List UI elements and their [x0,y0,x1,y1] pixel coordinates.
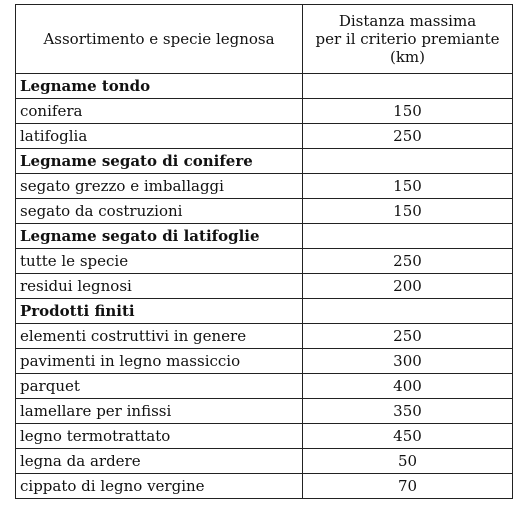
table-row [16,324,513,349]
section-title: Legname tondo [16,74,303,99]
column-header-line: (km) [389,48,426,66]
table-row [16,199,513,224]
distance-cell: 200 [303,274,513,299]
assortment-cell: legno termotrattato [16,424,303,449]
distance-cell [303,299,513,324]
assortment-cell: cippato di legno vergine [16,474,303,499]
column-header-assortment: Assortimento e specie legnosa [16,5,303,74]
distance-cell [303,149,513,174]
distance-cell: 250 [303,249,513,274]
distance-cell [303,224,513,249]
distance-cell: 150 [303,199,513,224]
distance-cell: 150 [303,99,513,124]
section-title: Prodotti finiti [16,299,303,324]
assortment-cell: legna da ardere [16,449,303,474]
table-row [16,424,513,449]
assortment-cell: segato grezzo e imballaggi [16,174,303,199]
section-row [16,224,513,249]
distance-cell: 70 [303,474,513,499]
table-row [16,274,513,299]
table-body [16,74,513,499]
distance-cell: 450 [303,424,513,449]
section-title: Legname segato di conifere [16,149,303,174]
assortment-cell: tutte le specie [16,249,303,274]
table-row [16,399,513,424]
distance-cell: 300 [303,349,513,374]
distance-cell [303,74,513,99]
table-header-row [16,5,513,74]
table-row [16,174,513,199]
table-row [16,449,513,474]
section-row [16,74,513,99]
section-row [16,149,513,174]
table-row [16,249,513,274]
table-row [16,474,513,499]
assortment-cell: residui legnosi [16,274,303,299]
column-header-line: Distanza massima [338,12,477,30]
distance-table [15,4,513,499]
table-row [16,349,513,374]
table-row [16,124,513,149]
assortment-cell: latifoglia [16,124,303,149]
assortment-cell: parquet [16,374,303,399]
assortment-cell: elementi costruttivi in genere [16,324,303,349]
section-title: Legname segato di latifoglie [16,224,303,249]
assortment-cell: segato da costruzioni [16,199,303,224]
distance-cell: 400 [303,374,513,399]
assortment-cell: pavimenti in legno massiccio [16,349,303,374]
section-row [16,299,513,324]
column-header-max-distance [303,5,513,74]
distance-cell: 150 [303,174,513,199]
table-row [16,99,513,124]
column-header-line: per il criterio premiante [315,30,500,48]
assortment-cell: lamellare per infissi [16,399,303,424]
distance-cell: 350 [303,399,513,424]
distance-cell: 250 [303,124,513,149]
table-row [16,374,513,399]
distance-cell: 250 [303,324,513,349]
distance-cell: 50 [303,449,513,474]
assortment-cell: conifera [16,99,303,124]
